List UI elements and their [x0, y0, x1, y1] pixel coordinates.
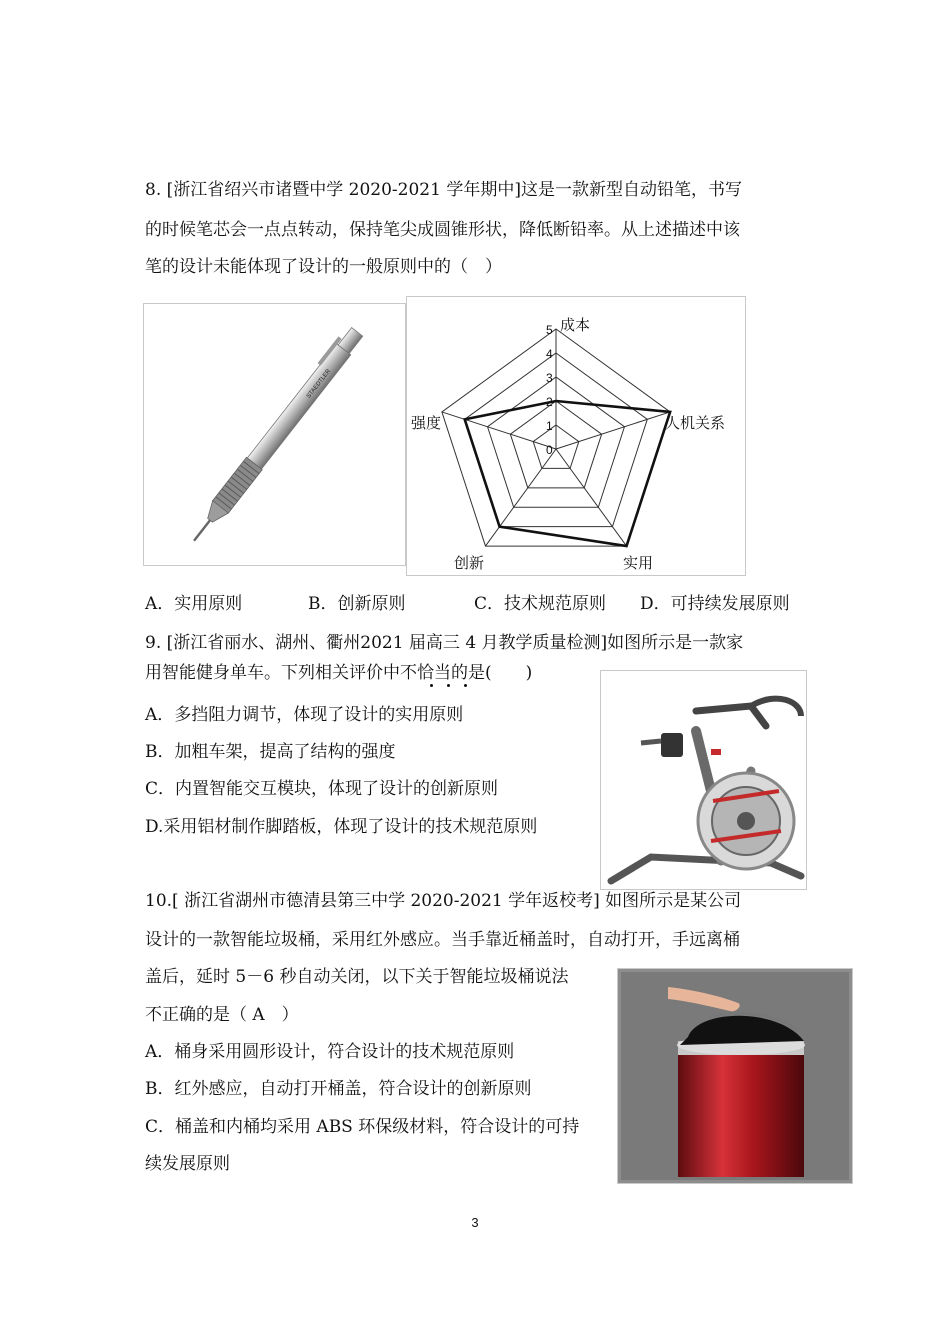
- q9-option-a: A．多挡阻力调节，体现了设计的实用原则: [145, 705, 464, 725]
- radar-axis-label-strength: 强度: [411, 414, 442, 432]
- q8-option-a: A．实用原则: [145, 594, 243, 614]
- radar-tick-label: 3: [546, 371, 553, 385]
- emphasis-dot: [430, 684, 433, 687]
- q8-option-d: D．可持续发展原则: [640, 594, 790, 614]
- radar-tick-label: 0: [546, 443, 553, 457]
- radar-axis-label-practical: 实用: [623, 554, 654, 572]
- q8-stem-line-2: 的时候笔芯会一点点转动，保持笔尖成圆锥形状，降低断铅率。从上述描述中该: [145, 220, 740, 240]
- q10-option-c: C．桶盖和内桶均采用 ABS 环保级材料，符合设计的可持: [145, 1117, 580, 1137]
- pencil-brand-text: STAEDTLER: [305, 368, 333, 400]
- q10-stem-line-2: 设计的一款智能垃圾桶，采用红外感应。当手靠近桶盖时，自动打开，手远离桶: [145, 930, 740, 950]
- radar-series-polygon: [465, 401, 670, 546]
- radar-tick-label: 4: [546, 347, 553, 361]
- smart-trash-can-image: [617, 968, 853, 1184]
- q8-option-b: B．创新原则: [308, 594, 406, 614]
- emphasis-dot: [447, 684, 450, 687]
- radar-axis-label-cost: 成本: [560, 316, 591, 334]
- radar-tick-label: 1: [546, 419, 553, 433]
- radar-chart-svg: [407, 297, 745, 575]
- q8-stem-line-3: 笔的设计未能体现了设计的一般原则中的（ ）: [145, 257, 502, 277]
- q9-option-d: D.采用铝材制作脚踏板，体现了设计的技术规范原则: [145, 817, 538, 837]
- q10-stem-line-1: 10.[ 浙江省湖州市德清县第三中学 2020-2021 学年返校考] 如图所示是某公司: [145, 891, 742, 911]
- page-number: 3: [471, 1215, 479, 1230]
- q10-option-c-continued: 续发展原则: [145, 1154, 230, 1174]
- q10-option-b: B．红外感应，自动打开桶盖，符合设计的创新原则: [145, 1079, 532, 1099]
- q10-stem-line-3: 盖后，延时 5－6 秒自动关闭，以下关于智能垃圾桶说法: [145, 967, 569, 987]
- emphasis-dot: [464, 684, 467, 687]
- radar-spoke: [556, 449, 627, 546]
- q9-stem-line-1: 9. [浙江省丽水、湖州、衢州2021 届高三 4 月教学质量检测]如图所示是一款家: [145, 633, 744, 653]
- radar-chart: [406, 296, 746, 576]
- mechanical-pencil-image: [143, 303, 406, 566]
- radar-tick-label: 2: [546, 395, 553, 409]
- radar-spoke: [485, 449, 556, 546]
- q8-stem-line-1: 8. [浙江省绍兴市诸暨中学 2020-2021 学年期中]这是一款新型自动铅笔，书写: [145, 180, 742, 200]
- radar-axis-label-innovation: 创新: [454, 554, 485, 572]
- q10-stem-line-4: 不正确的是（ A ）: [145, 1005, 299, 1025]
- radar-spoke: [556, 412, 670, 449]
- q8-option-c: C．技术规范原则: [474, 594, 607, 614]
- exercise-bike-image: [600, 670, 807, 890]
- radar-axis-label-ergonomics: 人机关系: [665, 414, 726, 432]
- q9-stem-line-2: 用智能健身单车。下列相关评价中不恰当的是( ): [145, 663, 533, 683]
- q9-option-b: B．加粗车架，提高了结构的强度: [145, 742, 396, 762]
- radar-tick-label: 5: [546, 323, 553, 337]
- q9-option-c: C．内置智能交互模块，体现了设计的创新原则: [145, 779, 499, 799]
- radar-spoke: [442, 412, 556, 449]
- q10-option-a: A．桶身采用圆形设计，符合设计的技术规范原则: [145, 1042, 515, 1062]
